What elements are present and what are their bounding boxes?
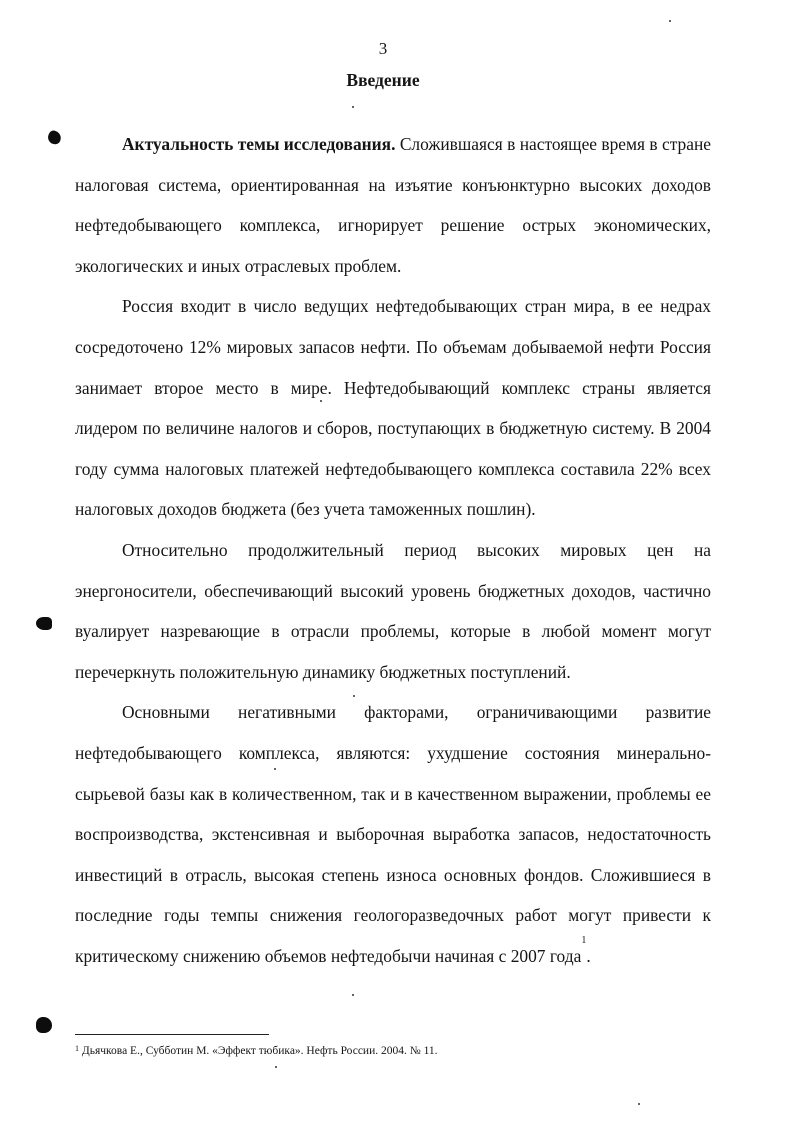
scan-speck xyxy=(352,994,354,996)
scan-speck xyxy=(275,1066,277,1068)
footnote-separator xyxy=(75,1034,269,1035)
paragraph-text: Сложившаяся в настоящее время в стране налоговая система, ориентированная на изъятие конъюнктурно высоких доходов нефтедобывающего комплекса, игнорирует решение острых экономических, экологических и иных отраслевых проблем. xyxy=(75,134,711,276)
scan-speck xyxy=(669,20,671,22)
scan-mark-bottom xyxy=(36,1017,52,1033)
scan-speck xyxy=(353,695,355,697)
scan-mark-top xyxy=(46,129,63,146)
page-number: 3 xyxy=(378,39,388,58)
scan-mark-middle xyxy=(36,617,52,630)
paragraph-russia xyxy=(75,286,711,530)
paragraph-tail: . xyxy=(586,945,591,966)
page-heading: Введение xyxy=(346,70,420,90)
paragraph-relevance xyxy=(75,124,711,286)
scan-speck xyxy=(638,1103,640,1105)
paragraph-factors xyxy=(75,692,711,976)
paragraph-prices xyxy=(75,530,711,692)
body-text xyxy=(75,124,711,976)
footnote-reference[interactable]: 1 xyxy=(581,934,587,946)
footnote xyxy=(75,1045,438,1057)
scan-speck xyxy=(274,768,276,770)
paragraph-text: Основными негативными факторами, ограничивающими развитие нефтедобывающего комплекса, являются: ухудшение состояния минерально-сырьевой базы как в количественном, так и в качественном выражении, проблемы ее воспроизводства, экстенсивная и выборочная выработка запасов, недостаточность инвестиций в отрасль, высокая степень износа основных фондов. Сложившиеся в последние годы темпы снижения геологоразведочных работ могут привести к критическому снижению объемов нефтедобычи начиная с 2007 года xyxy=(75,702,711,966)
paragraph-lead: Актуальность темы исследования. xyxy=(122,134,396,154)
scan-speck xyxy=(352,106,354,108)
scan-speck xyxy=(320,400,322,402)
paragraph-text: Россия входит в число ведущих нефтедобывающих стран мира, в ее недрах сосредоточено 12% мировых запасов нефти. По объемам добываемой нефти Россия занимает второе место в мире. Нефтедобывающий комплекс страны является лидером по величине налогов и сборов, поступающих в бюджетную систему. В 2004 году сумма налоговых платежей нефтедобывающего комплекса составила 22% всех налоговых доходов бюджета (без учета таможенных пошлин). xyxy=(75,296,711,520)
footnote-marker: 1 xyxy=(75,1044,79,1053)
paragraph-text: Относительно продолжительный период высоких мировых цен на энергоносители, обеспечивающий высокий уровень бюджетных доходов, частично вуалирует назревающие в отрасли проблемы, которые в любой момент могут перечеркнуть положительную динамику бюджетных поступлений. xyxy=(75,539,711,682)
footnote-text: Дьячкова Е., Субботин М. «Эффект тюбика». Нефть России. 2004. № 11. xyxy=(79,1045,438,1057)
